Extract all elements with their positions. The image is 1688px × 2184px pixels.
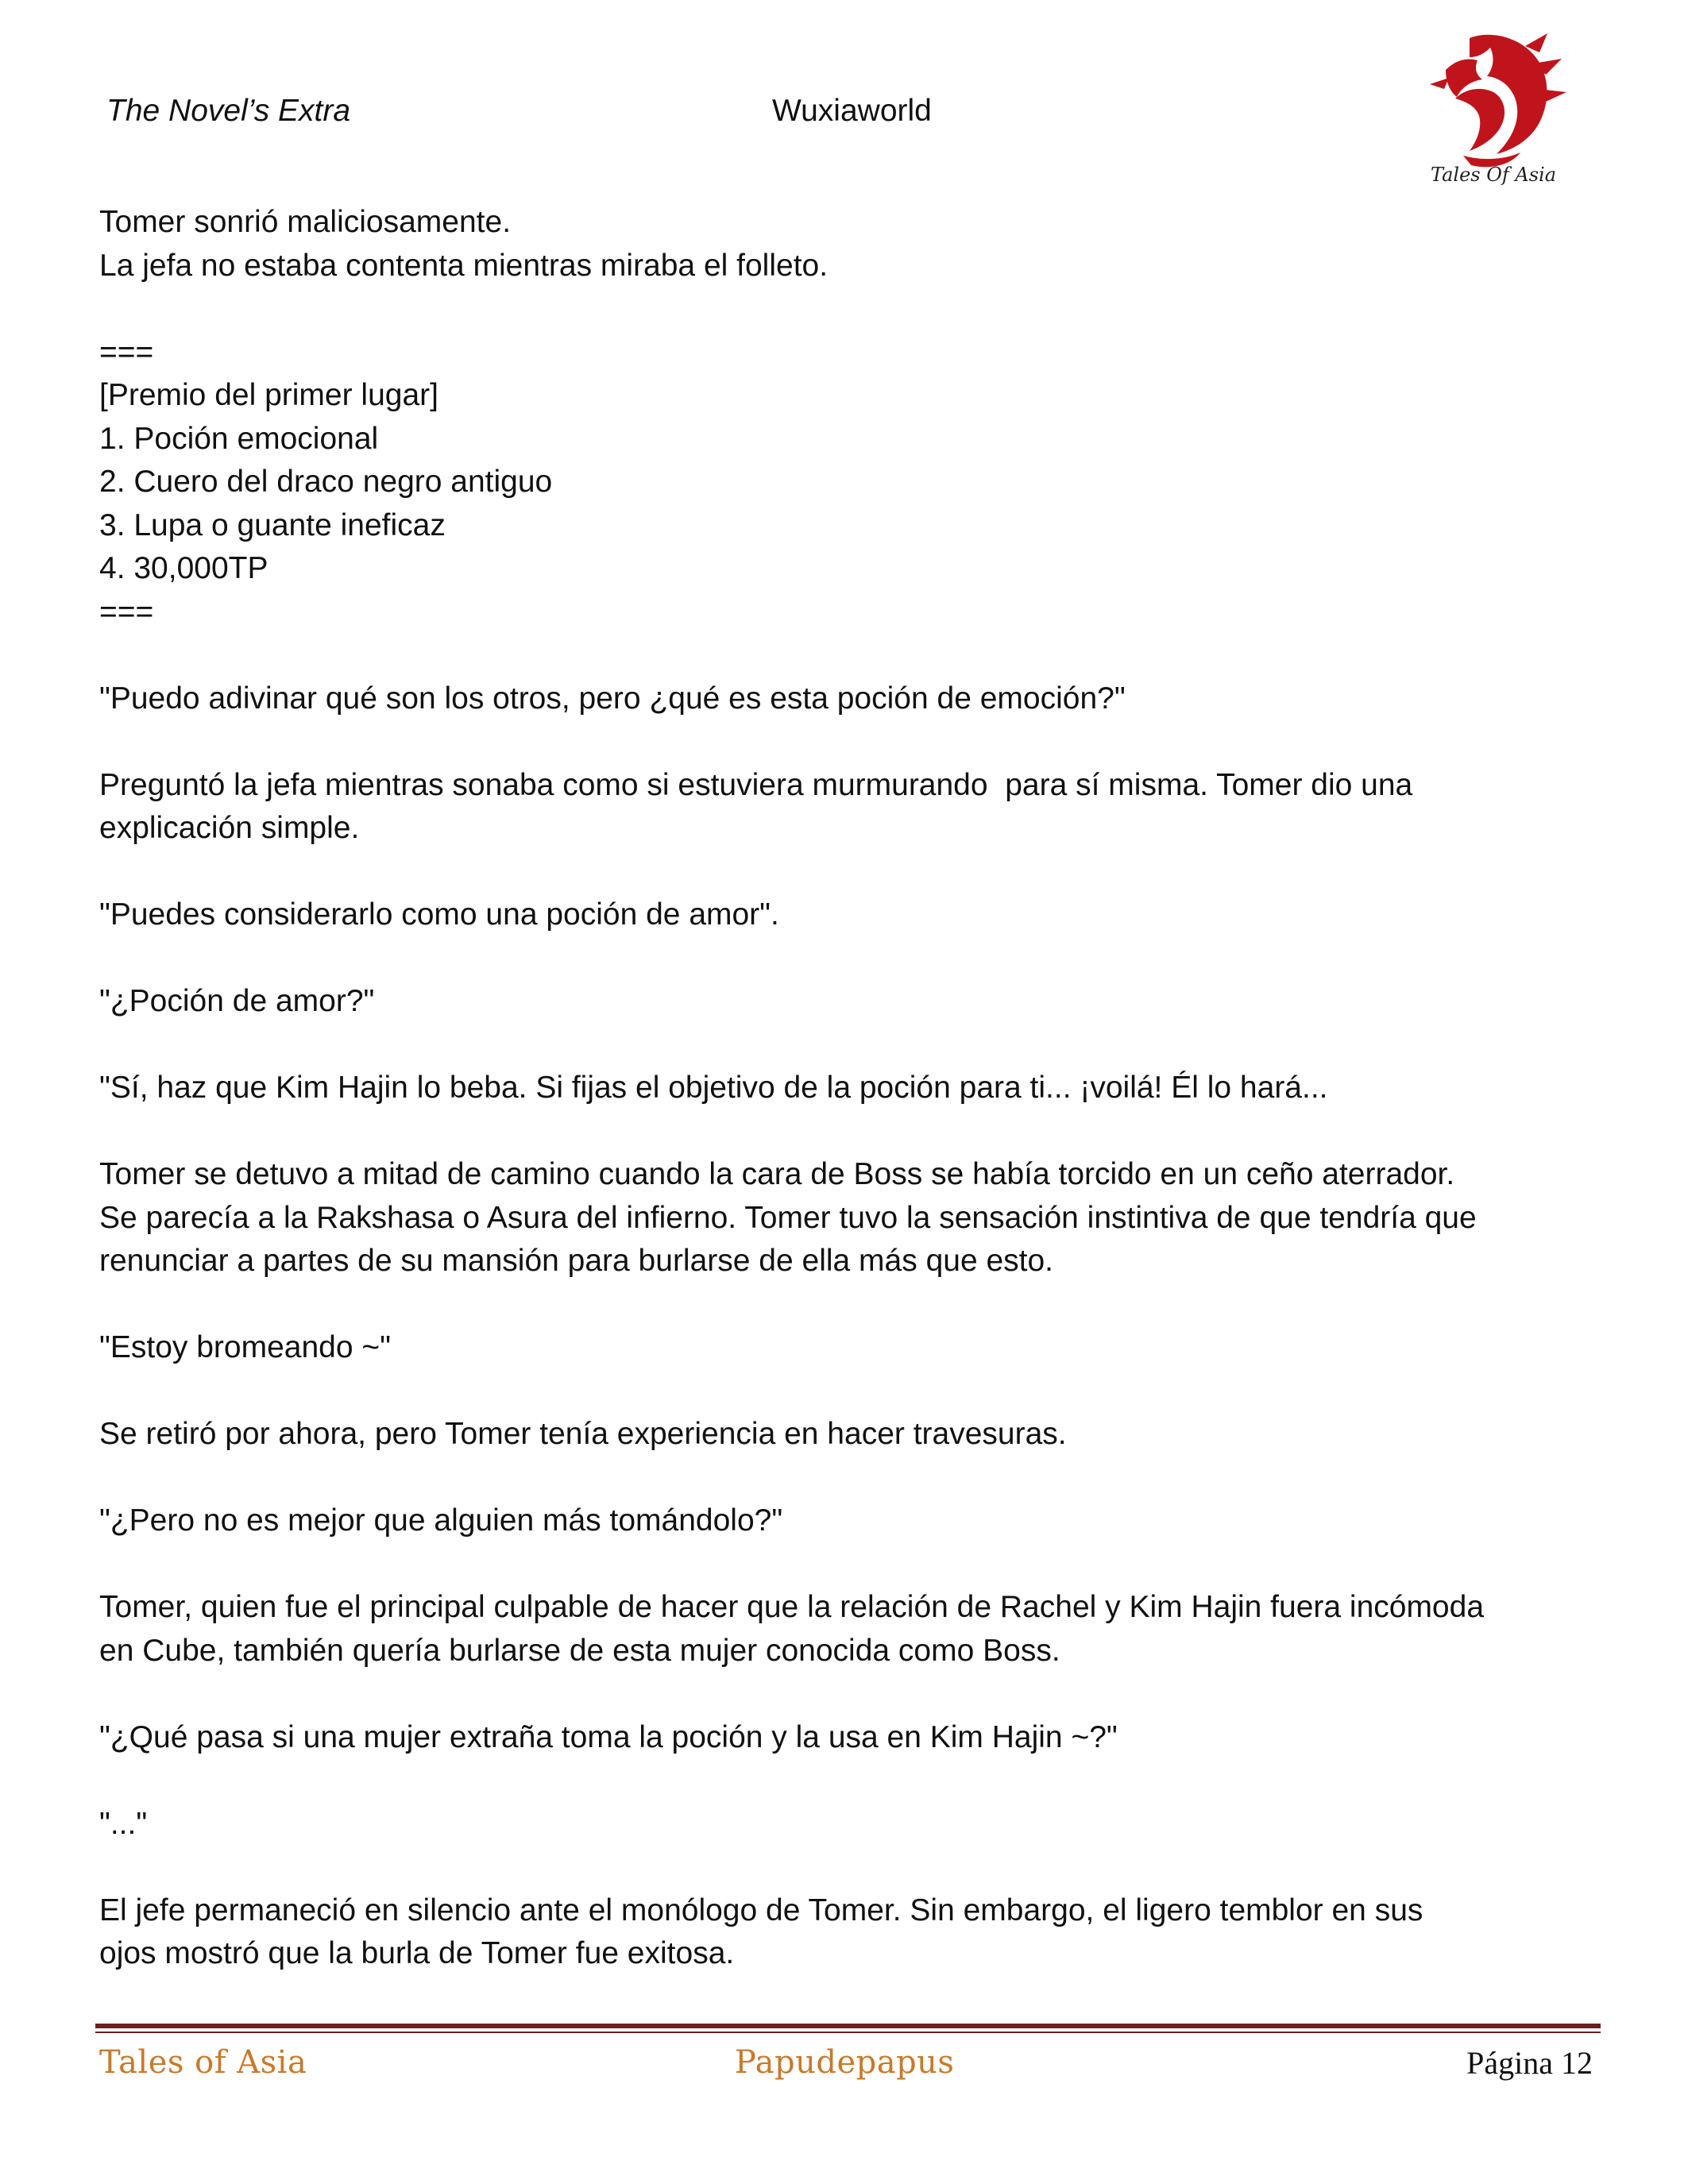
spacer [99,1846,1593,1889]
paragraph-10: "¿Pero no es mejor que alguien más tomándolo?" [99,1503,783,1538]
list-item: 1. Poción emocional [99,421,379,456]
spacer [99,287,1593,331]
paragraph-3 [99,764,1593,851]
spacer [99,720,1593,764]
paragraph-11 [99,1586,1593,1673]
list-item: [Premio del primer lugar] [99,378,438,412]
footer-divider [95,2024,1601,2028]
paragraph-5: "¿Poción de amor?" [99,984,375,1018]
spacer [99,1370,1593,1414]
document-body [99,201,1593,1976]
spacer [99,1110,1593,1154]
text-line: renunciar a partes de su mansión para burlarse de ella más que esto. [99,1244,1054,1278]
text-line: Preguntó la jefa mientras sonaba como si estuviera murmurando para sí misma. Tomer dio una [99,767,1413,802]
text-line: ojos mostró que la burla de Tomer fue exitosa. [99,1936,735,1970]
spacer [99,1024,1593,1067]
footer-publisher: Tales of Asia [99,2044,307,2081]
text-line: en Cube, también quería burlarse de esta mujer conocida como Boss. [99,1633,1060,1668]
spacer [99,851,1593,894]
list-item: === [99,594,154,629]
spacer [99,937,1593,981]
list-item: 4. 30,000TP [99,551,268,585]
text-line: Tomer se detuvo a mitad de camino cuando la cara de Boss se había torcido en un ceño aterrador. [99,1157,1455,1191]
text-line: explicación simple. [99,811,360,845]
footer-divider-thin [95,2032,1601,2033]
paragraph-6: "Sí, haz que Kim Hajin lo beba. Si fijas el objetivo de la poción para ti... ¡voilá! Él lo hará... [99,1071,1328,1105]
list-item: 2. Cuero del draco negro antiguo [99,465,553,499]
page-number: Página 12 [1466,2045,1593,2081]
spacer [99,1759,1593,1803]
logo-text: Tales Of Asia [1430,164,1557,186]
list-item: 3. Lupa o guante ineficaz [99,507,446,542]
text-line: Se parecía a la Rakshasa o Asura del infierno. Tomer tuvo la sensación instintiva de que tendría que [99,1200,1477,1235]
text-line: La jefa no estaba contenta mientras miraba el folleto. [99,248,829,283]
header-novel-title: The Novel’s Extra [106,94,351,128]
paragraph-2: "Puedo adivinar qué son los otros, pero ¿qué es esta poción de emoción?" [99,681,1126,716]
paragraph-12: "¿Qué pasa si una mujer extraña toma la poción y la usa en Kim Hajin ~?" [99,1719,1118,1754]
paragraph-1 [99,201,1593,287]
red-dragon-logo-icon [1414,22,1573,189]
footer-translator: Papudepapus [735,2044,955,2081]
spacer [99,1673,1593,1716]
spacer [99,1283,1593,1327]
paragraph-4: "Puedes considerarlo como una poción de amor". [99,897,779,932]
text-line: El jefe permaneció en silencio ante el monólogo de Tomer. Sin embargo, el ligero temblor en sus [99,1893,1423,1927]
list-item: === [99,334,154,369]
paragraph-14 [99,1889,1593,1976]
paragraph-7 [99,1153,1593,1283]
text-line: Tomer, quien fue el principal culpable de hacer que la relación de Rachel y Kim Hajin fuera incómoda [99,1590,1485,1624]
spacer [99,1457,1593,1500]
paragraph-8: "Estoy bromeando ~" [99,1330,391,1364]
text-line: Tomer sonrió maliciosamente. [99,205,512,239]
prize-list [99,331,1593,635]
header-source: Wuxiaworld [772,94,932,128]
paragraph-13: "..." [99,1806,148,1841]
spacer [99,1543,1593,1587]
paragraph-9: Se retiró por ahora, pero Tomer tenía experiencia en hacer travesuras. [99,1417,1067,1451]
spacer [99,634,1593,677]
